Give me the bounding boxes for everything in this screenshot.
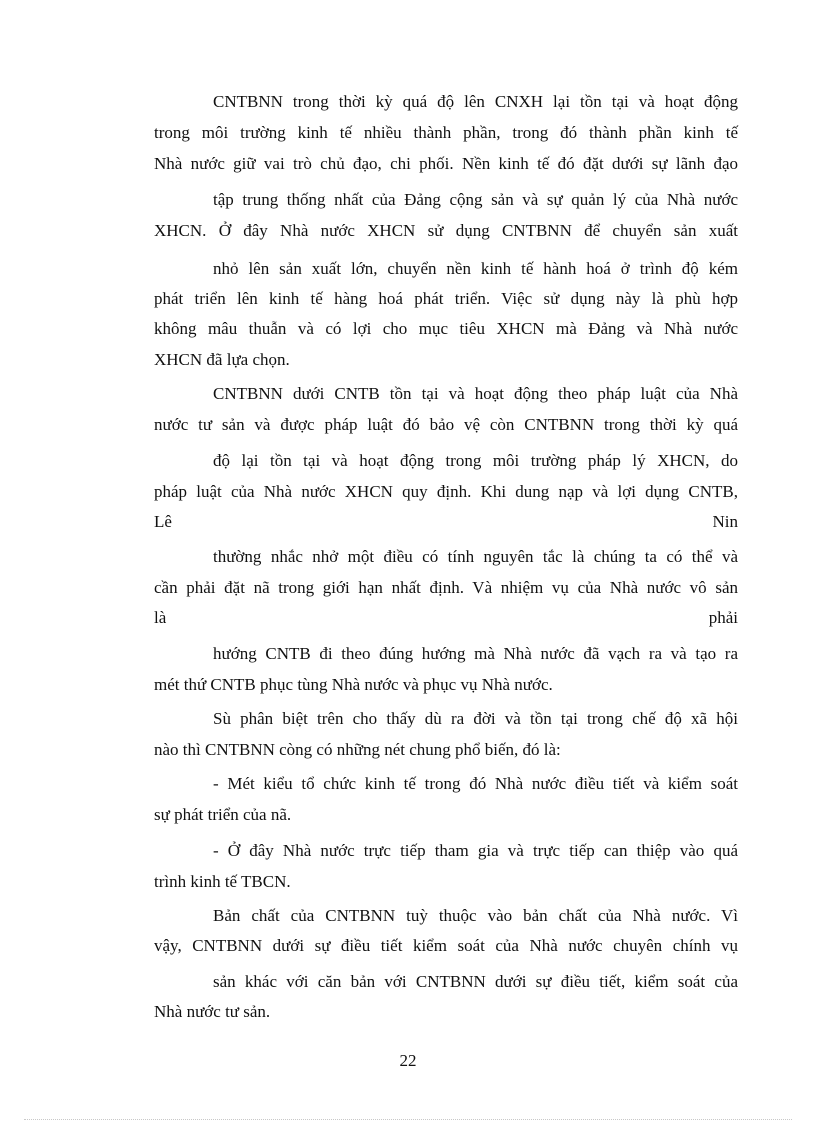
text-line: XHCN đã lựa chọn. <box>154 350 290 369</box>
text-line: vậy, CNTBNN dưới sự điều tiết kiểm soát của Nhà nước chuyên chính vụ <box>154 936 738 955</box>
text-line <box>154 607 738 629</box>
text-line: sự phát triển của nã. <box>154 805 292 824</box>
text-line: nào thì CNTBNN còng có những nét chung phổ biến, đó là: <box>154 740 561 759</box>
text-line: độ lại tồn tại và hoạt động trong môi trường pháp lý XHCN, do <box>213 451 738 470</box>
text-line: - Mét kiểu tổ chức kinh tế trong đó Nhà nước điều tiết và kiểm soát <box>213 774 738 793</box>
text-line: Sù phân biệt trên cho thấy dù ra đời và tồn tại trong chế độ xã hội <box>213 709 738 728</box>
text-line: Bản chất của CNTBNN tuỳ thuộc vào bản chất của Nhà nước. Vì <box>213 906 738 925</box>
text-line: mét thứ CNTB phục tùng Nhà nước và phục vụ Nhà nước. <box>154 675 553 694</box>
text-line: nhỏ lên sản xuất lớn, chuyển nền kinh tế hành hoá ở trình độ kém <box>213 259 738 278</box>
text-word: Lê <box>154 512 172 531</box>
text-line: tập trung thống nhất của Đảng cộng sản và sự quản lý của Nhà nước <box>213 190 738 209</box>
text-line: XHCN. Ở đây Nhà nước XHCN sử dụng CNTBNN để chuyển sản xuất <box>154 221 738 240</box>
text-line: sản khác với căn bản với CNTBNN dưới sự điều tiết, kiểm soát của <box>213 972 738 991</box>
text-line: Nhà nước giữ vai trò chủ đạo, chi phối. Nền kinh tế đó đặt dưới sự lãnh đạo <box>154 154 738 173</box>
text-line: nước tư sản và được pháp luật đó bảo vệ còn CNTBNN trong thời kỳ quá <box>154 415 738 434</box>
text-line: trong môi trường kinh tế nhiều thành phần, trong đó thành phần kinh tế <box>154 123 738 142</box>
text-line: trình kinh tế TBCN. <box>154 872 291 891</box>
text-line: Nhà nước tư sản. <box>154 1002 271 1021</box>
text-line: phát triển lên kinh tế hàng hoá phát triển. Việc sử dụng này là phù hợp <box>154 289 738 308</box>
text-word: là <box>154 608 167 627</box>
text-line: hướng CNTB đi theo đúng hướng mà Nhà nước đã vạch ra và tạo ra <box>213 644 738 663</box>
text-line: CNTBNN trong thời kỳ quá độ lên CNXH lại tồn tại và hoạt động <box>213 92 738 111</box>
text-line: CNTBNN dưới CNTB tồn tại và hoạt động theo pháp luật của Nhà <box>213 384 738 403</box>
text-line: cần phải đặt nã trong giới hạn nhất định. Và nhiệm vụ của Nhà nước vô sản <box>154 578 738 597</box>
text-line: pháp luật của Nhà nước XHCN quy định. Khi dung nạp và lợi dụng CNTB, <box>154 482 738 501</box>
text-line: thường nhắc nhở một điều có tính nguyên tắc là chúng ta có thể và <box>213 547 738 566</box>
text-word: phải <box>708 608 738 627</box>
text-word: Nin <box>712 512 738 531</box>
text-line: không mâu thuẫn và có lợi cho mục tiêu XHCN mà Đảng và Nhà nước <box>154 319 738 338</box>
footer-divider <box>24 1119 792 1120</box>
page-number: 22 <box>399 1051 417 1070</box>
text-line: - Ở đây Nhà nước trực tiếp tham gia và trực tiếp can thiệp vào quá <box>213 841 738 860</box>
text-line <box>154 511 738 533</box>
